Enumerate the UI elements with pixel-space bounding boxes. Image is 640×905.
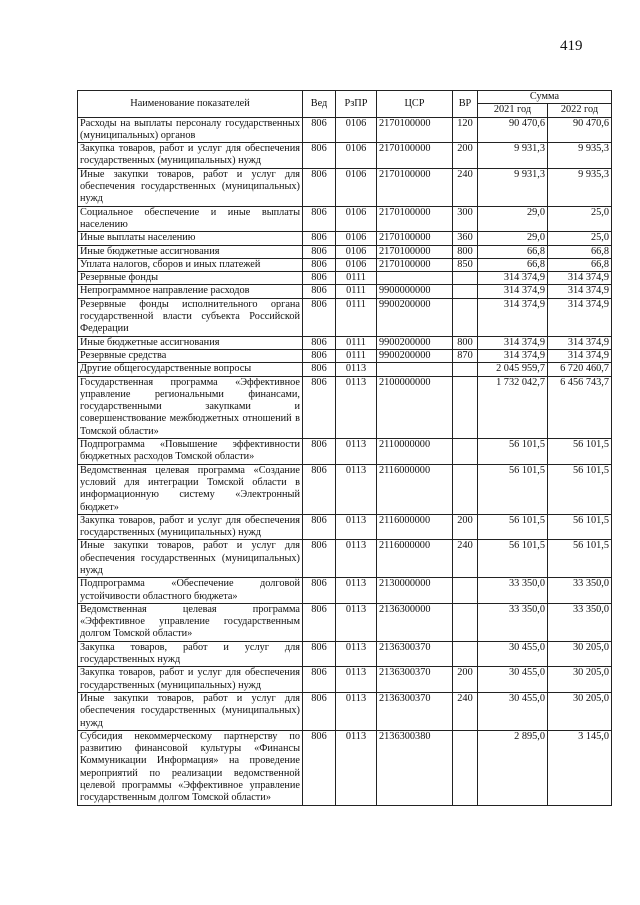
cell-vr: [453, 439, 478, 465]
cell-sum-2021: 29,0: [478, 206, 548, 232]
cell-name: Резервные фонды: [78, 272, 303, 285]
cell-vr: 240: [453, 540, 478, 578]
cell-sum-2021: 30 455,0: [478, 667, 548, 693]
cell-csr: [377, 272, 453, 285]
cell-vr: [453, 464, 478, 514]
cell-csr: 2170100000: [377, 258, 453, 271]
cell-sum-2021: 56 101,5: [478, 464, 548, 514]
table-row: [78, 376, 612, 438]
table-row: [78, 464, 612, 514]
cell-sum-2021: 314 374,9: [478, 298, 548, 336]
cell-name: Резервные фонды исполнительного органа государственной власти субъекта Российской Федерации: [78, 298, 303, 336]
cell-vr: [453, 641, 478, 667]
cell-sum-2022: 314 374,9: [548, 298, 612, 336]
cell-csr: 2136300380: [377, 730, 453, 805]
table-row: [78, 143, 612, 169]
cell-sum-2022: 3 145,0: [548, 730, 612, 805]
cell-name: Иные закупки товаров, работ и услуг для обеспечения государственных (муниципальных) нужд: [78, 540, 303, 578]
cell-sum-2022: 314 374,9: [548, 336, 612, 349]
cell-sum-2021: 1 732 042,7: [478, 376, 548, 438]
cell-ved: 806: [303, 578, 336, 604]
header-sum: Сумма: [478, 91, 612, 104]
cell-rzpr: 0111: [336, 285, 377, 298]
cell-csr: 2136300000: [377, 603, 453, 641]
cell-name: Ведомственная целевая программа «Эффективное управление государственным долгом Томской области»: [78, 603, 303, 641]
cell-rzpr: 0113: [336, 578, 377, 604]
cell-ved: 806: [303, 376, 336, 438]
table-row: [78, 258, 612, 271]
table-row: [78, 603, 612, 641]
cell-csr: 2136300370: [377, 692, 453, 730]
cell-sum-2021: 30 455,0: [478, 641, 548, 667]
cell-csr: 9900200000: [377, 298, 453, 336]
cell-sum-2021: 66,8: [478, 258, 548, 271]
cell-sum-2022: 30 205,0: [548, 692, 612, 730]
cell-csr: 2116000000: [377, 464, 453, 514]
cell-sum-2022: 30 205,0: [548, 667, 612, 693]
cell-sum-2022: 6 456 743,7: [548, 376, 612, 438]
cell-name: Уплата налогов, сборов и иных платежей: [78, 258, 303, 271]
cell-sum-2022: 66,8: [548, 258, 612, 271]
cell-ved: 806: [303, 258, 336, 271]
cell-sum-2022: 25,0: [548, 232, 612, 245]
table-body: [78, 117, 612, 805]
table-row: [78, 272, 612, 285]
cell-vr: 200: [453, 667, 478, 693]
cell-vr: 200: [453, 143, 478, 169]
cell-rzpr: 0113: [336, 376, 377, 438]
cell-sum-2022: 314 374,9: [548, 349, 612, 362]
cell-csr: 2110000000: [377, 439, 453, 465]
cell-vr: 360: [453, 232, 478, 245]
table-header: [78, 91, 612, 118]
cell-name: Другие общегосударственные вопросы: [78, 363, 303, 376]
cell-csr: 2170100000: [377, 245, 453, 258]
cell-rzpr: 0113: [336, 641, 377, 667]
header-rzpr: РзПР: [336, 91, 377, 118]
cell-csr: 2136300370: [377, 667, 453, 693]
cell-sum-2022: 9 935,3: [548, 143, 612, 169]
table-row: [78, 692, 612, 730]
cell-name: Иные закупки товаров, работ и услуг для обеспечения государственных (муниципальных) нужд: [78, 692, 303, 730]
cell-rzpr: 0111: [336, 298, 377, 336]
cell-vr: 850: [453, 258, 478, 271]
cell-rzpr: 0111: [336, 349, 377, 362]
cell-sum-2021: 56 101,5: [478, 514, 548, 540]
cell-ved: 806: [303, 667, 336, 693]
table-row: [78, 730, 612, 805]
cell-rzpr: 0106: [336, 143, 377, 169]
cell-rzpr: 0113: [336, 439, 377, 465]
table-row: [78, 206, 612, 232]
table-row: [78, 349, 612, 362]
cell-sum-2022: 9 935,3: [548, 168, 612, 206]
cell-name: Резервные средства: [78, 349, 303, 362]
cell-ved: 806: [303, 206, 336, 232]
cell-sum-2022: 56 101,5: [548, 439, 612, 465]
cell-name: Социальное обеспечение и иные выплаты населению: [78, 206, 303, 232]
header-ved: Вед: [303, 91, 336, 118]
cell-vr: [453, 603, 478, 641]
cell-rzpr: 0113: [336, 692, 377, 730]
cell-ved: 806: [303, 692, 336, 730]
cell-ved: 806: [303, 730, 336, 805]
cell-ved: 806: [303, 143, 336, 169]
cell-rzpr: 0111: [336, 272, 377, 285]
cell-sum-2022: 314 374,9: [548, 285, 612, 298]
cell-vr: [453, 298, 478, 336]
table-row: [78, 168, 612, 206]
cell-rzpr: 0106: [336, 117, 377, 143]
cell-ved: 806: [303, 464, 336, 514]
header-name: Наименование показателей: [78, 91, 303, 118]
cell-ved: 806: [303, 641, 336, 667]
cell-sum-2021: 2 045 959,7: [478, 363, 548, 376]
cell-name: Иные выплаты населению: [78, 232, 303, 245]
table-row: [78, 439, 612, 465]
table-row: [78, 298, 612, 336]
cell-rzpr: 0113: [336, 603, 377, 641]
cell-name: Подпрограмма «Повышение эффективности бюджетных расходов Томской области»: [78, 439, 303, 465]
cell-sum-2022: 66,8: [548, 245, 612, 258]
cell-vr: 800: [453, 245, 478, 258]
cell-rzpr: 0106: [336, 245, 377, 258]
cell-csr: 2136300370: [377, 641, 453, 667]
cell-name: Закупка товаров, работ и услуг для обеспечения государственных (муниципальных) нужд: [78, 667, 303, 693]
cell-vr: [453, 272, 478, 285]
cell-csr: [377, 363, 453, 376]
cell-sum-2022: 33 350,0: [548, 578, 612, 604]
cell-sum-2022: 56 101,5: [548, 540, 612, 578]
cell-csr: 9900200000: [377, 349, 453, 362]
cell-sum-2021: 90 470,6: [478, 117, 548, 143]
cell-name: Закупка товаров, работ и услуг для государственных нужд: [78, 641, 303, 667]
cell-vr: [453, 730, 478, 805]
cell-vr: 870: [453, 349, 478, 362]
cell-name: Государственная программа «Эффективное управление региональными финансами, государственными закупками и совершенствование межбюджетных отношений в Томской области»: [78, 376, 303, 438]
cell-csr: 2100000000: [377, 376, 453, 438]
cell-vr: 240: [453, 692, 478, 730]
table-row: [78, 245, 612, 258]
cell-csr: 9900000000: [377, 285, 453, 298]
cell-sum-2022: 33 350,0: [548, 603, 612, 641]
cell-sum-2021: 30 455,0: [478, 692, 548, 730]
cell-name: Закупка товаров, работ и услуг для обеспечения государственных (муниципальных) нужд: [78, 143, 303, 169]
cell-sum-2021: 66,8: [478, 245, 548, 258]
page-number: 419: [560, 38, 583, 54]
cell-ved: 806: [303, 232, 336, 245]
cell-ved: 806: [303, 272, 336, 285]
cell-csr: 2170100000: [377, 206, 453, 232]
cell-sum-2021: 9 931,3: [478, 143, 548, 169]
cell-name: Непрограммное направление расходов: [78, 285, 303, 298]
cell-csr: 9900200000: [377, 336, 453, 349]
cell-sum-2022: 56 101,5: [548, 514, 612, 540]
cell-ved: 806: [303, 540, 336, 578]
cell-rzpr: 0113: [336, 540, 377, 578]
cell-rzpr: 0106: [336, 232, 377, 245]
cell-rzpr: 0106: [336, 206, 377, 232]
cell-sum-2021: 9 931,3: [478, 168, 548, 206]
cell-sum-2022: 56 101,5: [548, 464, 612, 514]
cell-sum-2021: 314 374,9: [478, 272, 548, 285]
cell-name: Ведомственная целевая программа «Создание условий для интеграции Томской области в информационную систему «Электронный бюджет»: [78, 464, 303, 514]
cell-vr: 300: [453, 206, 478, 232]
cell-name: Иные бюджетные ассигнования: [78, 245, 303, 258]
header-csr: ЦСР: [377, 91, 453, 118]
cell-sum-2022: 314 374,9: [548, 272, 612, 285]
cell-sum-2022: 30 205,0: [548, 641, 612, 667]
cell-rzpr: 0106: [336, 258, 377, 271]
cell-sum-2021: 2 895,0: [478, 730, 548, 805]
table-row: [78, 117, 612, 143]
cell-ved: 806: [303, 298, 336, 336]
cell-csr: 2170100000: [377, 232, 453, 245]
cell-name: Закупка товаров, работ и услуг для обеспечения государственных (муниципальных) нужд: [78, 514, 303, 540]
table-row: [78, 285, 612, 298]
cell-sum-2021: 33 350,0: [478, 603, 548, 641]
cell-csr: 2130000000: [377, 578, 453, 604]
cell-sum-2022: 25,0: [548, 206, 612, 232]
cell-ved: 806: [303, 285, 336, 298]
cell-rzpr: 0113: [336, 464, 377, 514]
cell-vr: [453, 376, 478, 438]
cell-ved: 806: [303, 439, 336, 465]
cell-csr: 2170100000: [377, 143, 453, 169]
cell-ved: 806: [303, 603, 336, 641]
cell-name: Субсидия некоммерческому партнерству по развитию финансовой культуры «Финансы Коммуникации Информация» на проведение мероприятий по реализации ведомственной целевой программы «Эффективное управление государственным долгом Томской области»: [78, 730, 303, 805]
cell-rzpr: 0113: [336, 363, 377, 376]
cell-ved: 806: [303, 245, 336, 258]
table-row: [78, 578, 612, 604]
cell-sum-2021: 314 374,9: [478, 349, 548, 362]
cell-ved: 806: [303, 336, 336, 349]
cell-rzpr: 0111: [336, 336, 377, 349]
cell-name: Подпрограмма «Обеспечение долговой устойчивости областного бюджета»: [78, 578, 303, 604]
cell-ved: 806: [303, 514, 336, 540]
table-row: [78, 641, 612, 667]
cell-csr: 2116000000: [377, 514, 453, 540]
header-vr: ВР: [453, 91, 478, 118]
cell-sum-2021: 56 101,5: [478, 540, 548, 578]
table-row: [78, 336, 612, 349]
table-row: [78, 363, 612, 376]
cell-sum-2022: 6 720 460,7: [548, 363, 612, 376]
cell-vr: [453, 285, 478, 298]
cell-ved: 806: [303, 117, 336, 143]
cell-vr: 200: [453, 514, 478, 540]
cell-rzpr: 0113: [336, 730, 377, 805]
cell-vr: [453, 363, 478, 376]
cell-vr: 120: [453, 117, 478, 143]
cell-rzpr: 0106: [336, 168, 377, 206]
header-year-2022: 2022 год: [548, 104, 612, 117]
cell-name: Иные закупки товаров, работ и услуг для обеспечения государственных (муниципальных) нужд: [78, 168, 303, 206]
header-year-2021: 2021 год: [478, 104, 548, 117]
cell-sum-2022: 90 470,6: [548, 117, 612, 143]
cell-sum-2021: 29,0: [478, 232, 548, 245]
table-row: [78, 667, 612, 693]
table-row: [78, 514, 612, 540]
cell-rzpr: 0113: [336, 667, 377, 693]
cell-csr: 2116000000: [377, 540, 453, 578]
cell-vr: 800: [453, 336, 478, 349]
cell-rzpr: 0113: [336, 514, 377, 540]
cell-ved: 806: [303, 349, 336, 362]
cell-csr: 2170100000: [377, 168, 453, 206]
cell-ved: 806: [303, 168, 336, 206]
cell-sum-2021: 314 374,9: [478, 285, 548, 298]
cell-ved: 806: [303, 363, 336, 376]
cell-vr: [453, 578, 478, 604]
cell-name: Иные бюджетные ассигнования: [78, 336, 303, 349]
cell-sum-2021: 56 101,5: [478, 439, 548, 465]
budget-table: [77, 90, 612, 806]
table-row: [78, 232, 612, 245]
table-row: [78, 540, 612, 578]
cell-sum-2021: 33 350,0: [478, 578, 548, 604]
cell-vr: 240: [453, 168, 478, 206]
cell-sum-2021: 314 374,9: [478, 336, 548, 349]
cell-csr: 2170100000: [377, 117, 453, 143]
cell-name: Расходы на выплаты персоналу государственных (муниципальных) органов: [78, 117, 303, 143]
